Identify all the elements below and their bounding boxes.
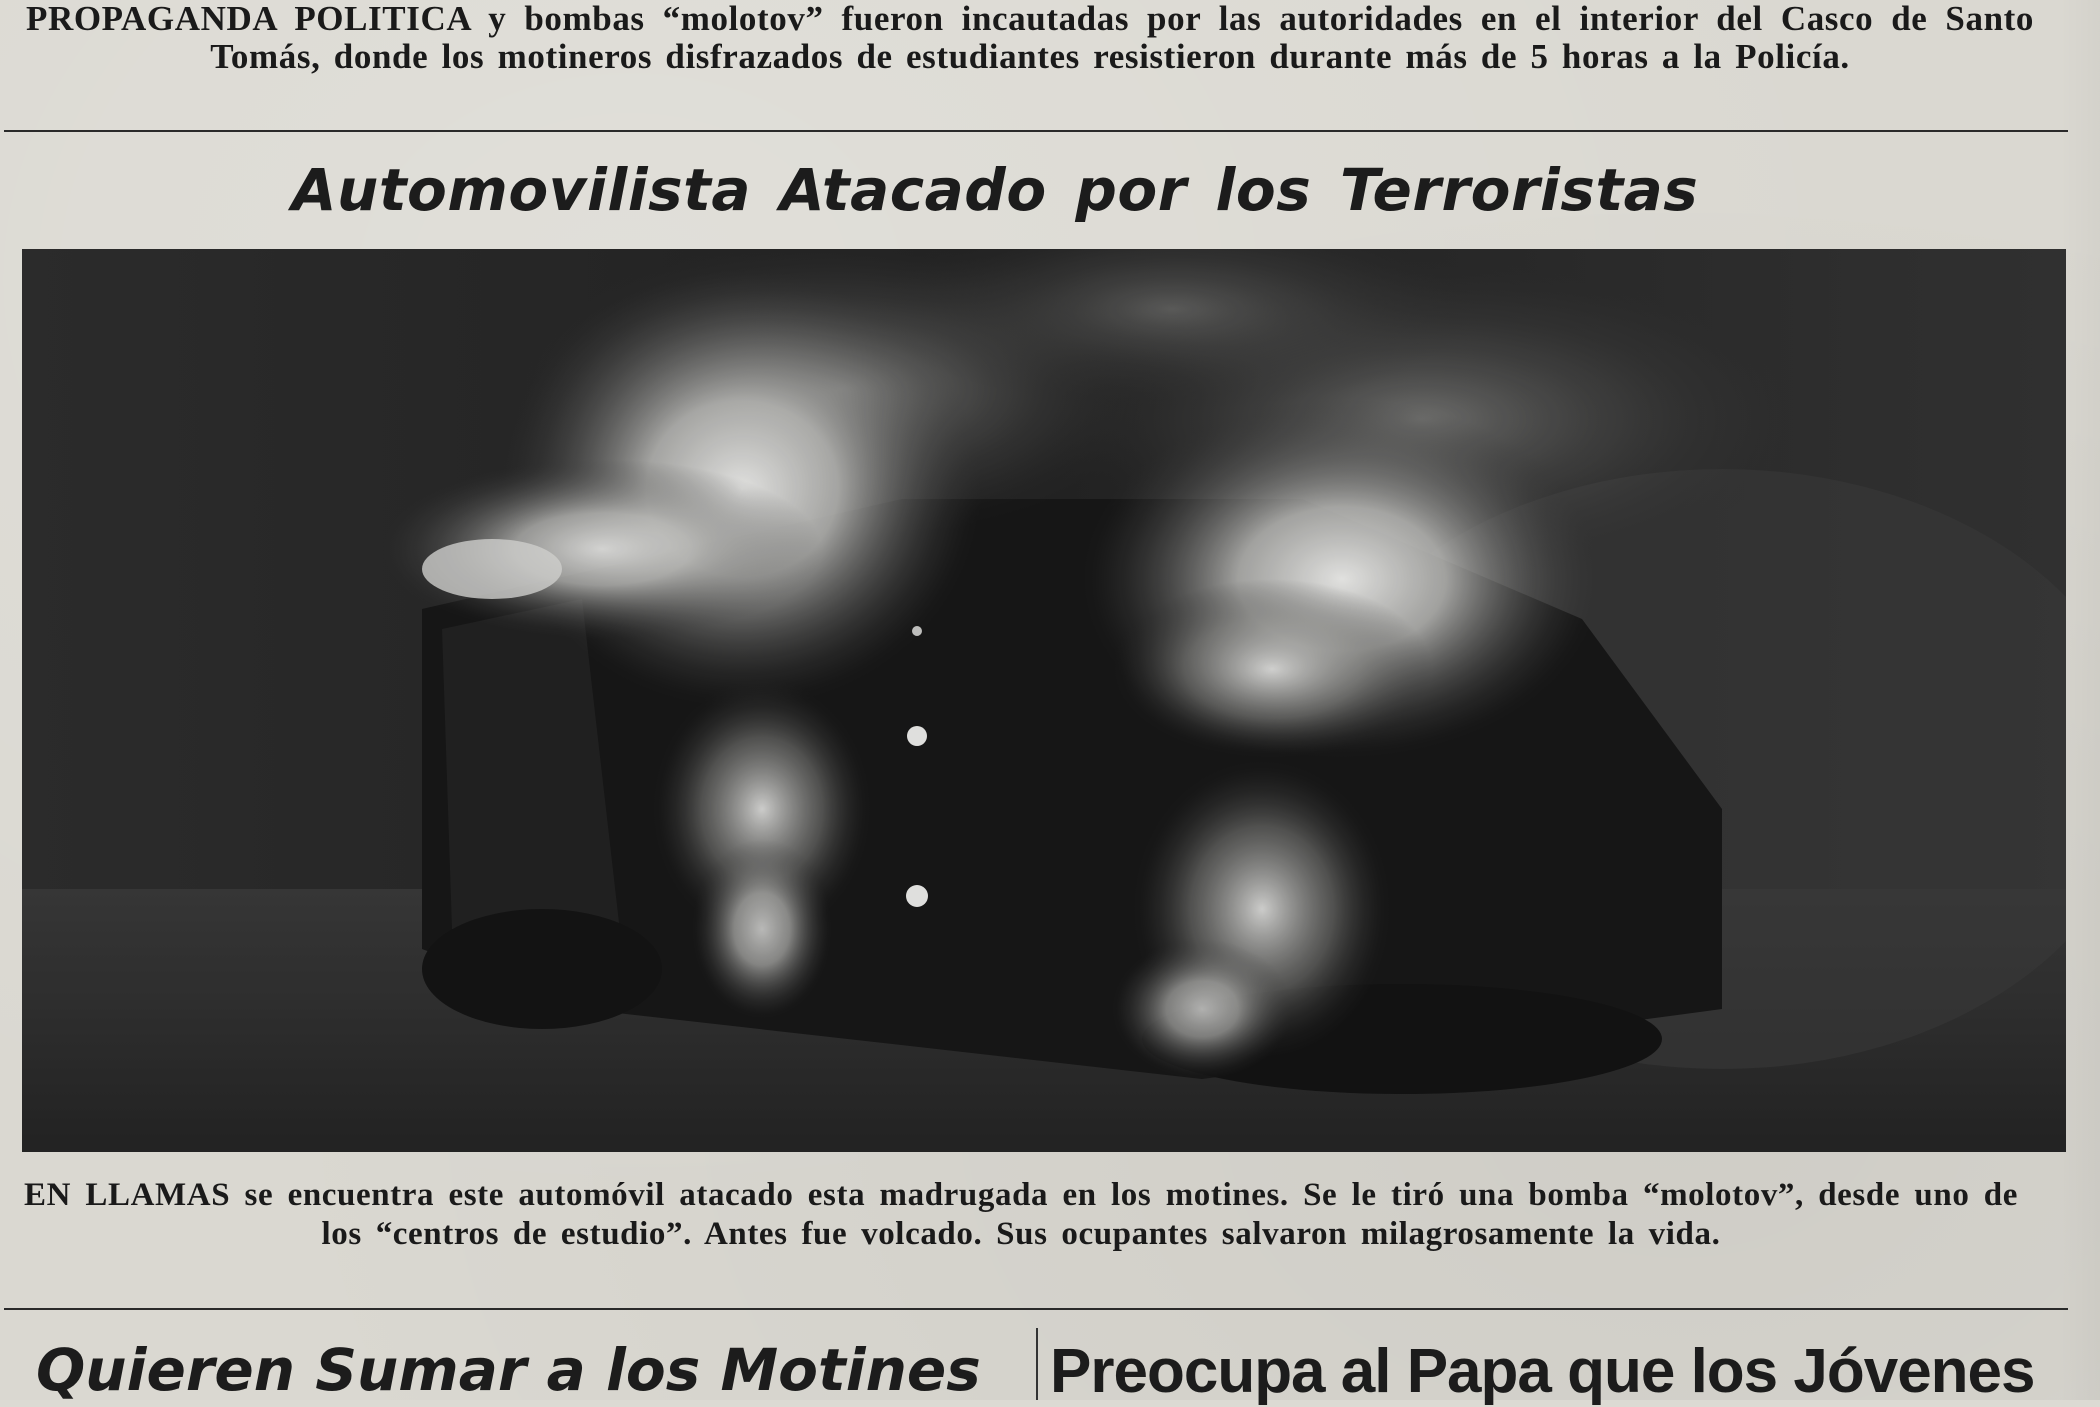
photo-caption: EN LLAMAS se encuentra este automóvil atacado esta madrugada en los motines. Se le tiró una bomba “molotov”, desde uno de los “centros de estudio”. Antes fue volcado. Sus ocupantes salvaron milagrosamente la vida.: [24, 1177, 2018, 1252]
divider-rule: [4, 130, 2068, 132]
bottom-left-headline: Quieren Sumar a los Motines: [36, 1336, 981, 1404]
photo-illustration: [22, 249, 2066, 1152]
divider-rule: [4, 1308, 2068, 1310]
burning-car-photo: [22, 249, 2066, 1152]
page-edge: [2060, 0, 2100, 1400]
column-divider: [1036, 1328, 1038, 1400]
top-photo-caption: PROPAGANDA POLITICA y bombas “molotov” fueron incautadas por las autoridades en el interior del Casco de Santo Tomás, donde los motineros disfrazados de estudiantes resistieron durante más de 5 horas a la Policía.: [26, 0, 2034, 76]
main-headline: Automovilista Atacado por los Terroristas: [291, 156, 1699, 224]
bottom-right-headline: Preocupa al Papa que los Jóvenes: [1050, 1337, 2035, 1406]
